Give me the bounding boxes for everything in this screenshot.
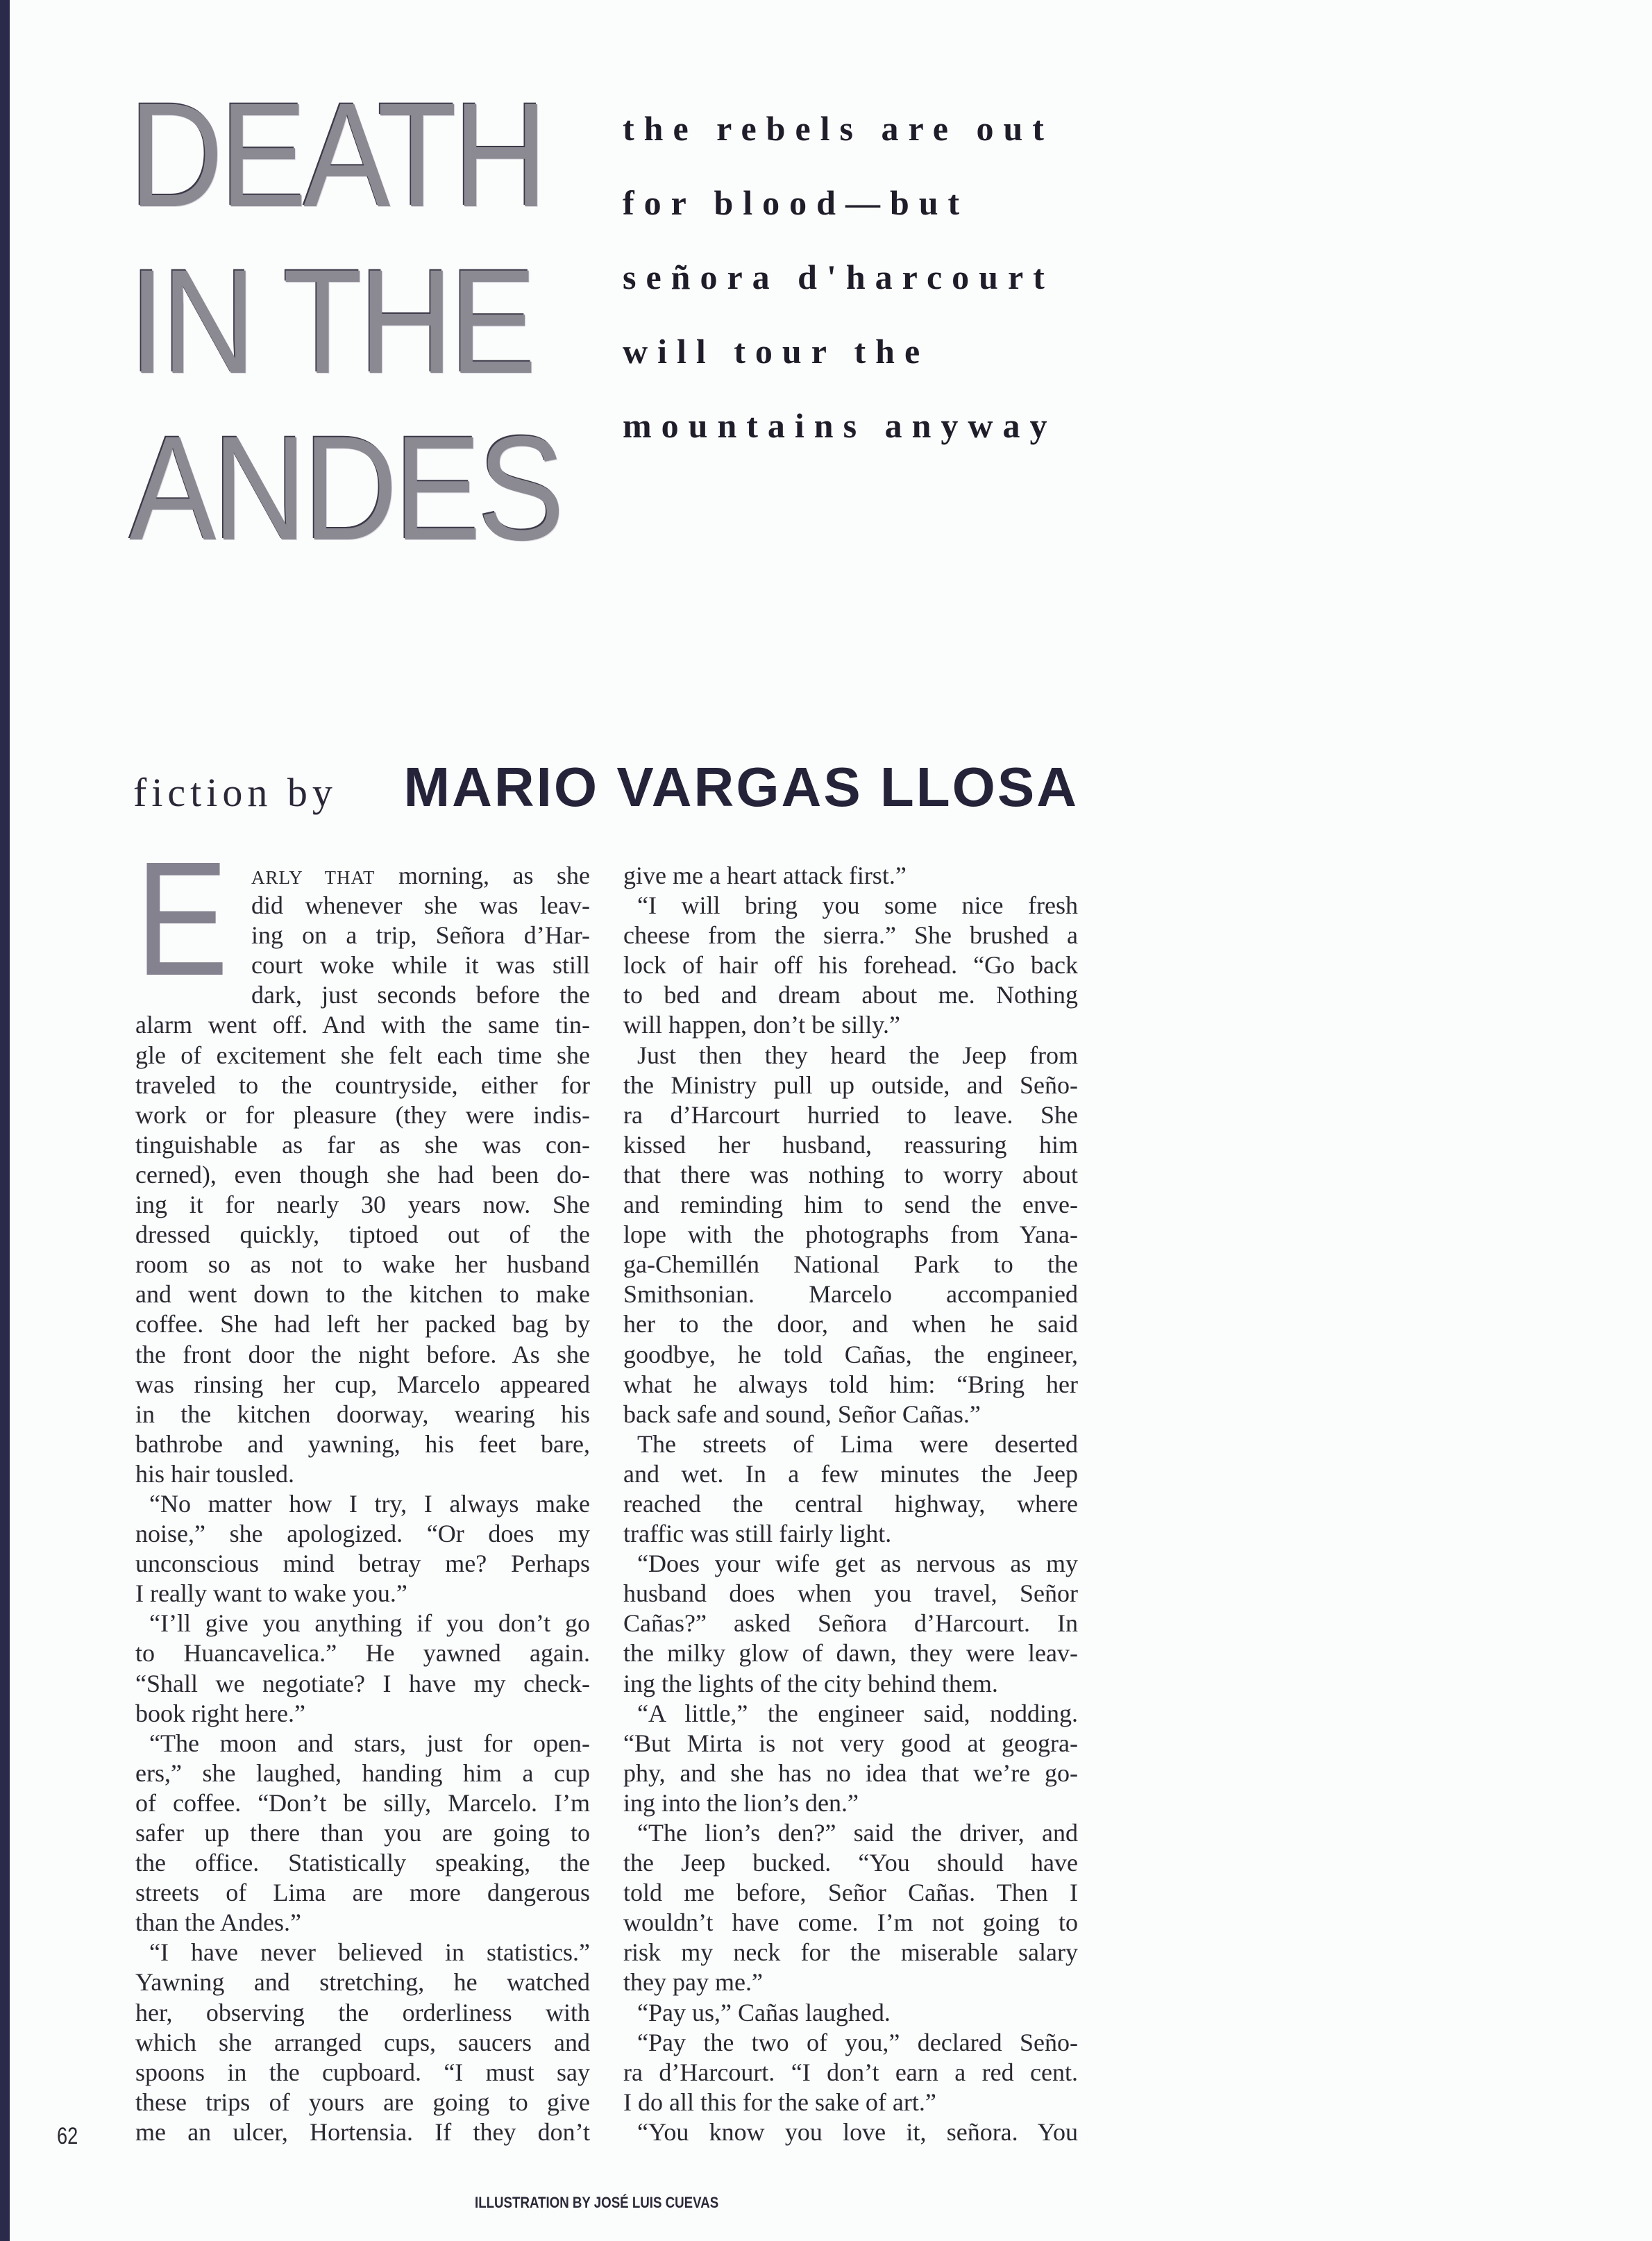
text-line: to Huancavelica.” He yawned again. — [135, 1639, 590, 1668]
text-line: his hair tousled. — [135, 1459, 294, 1488]
text-line: Cañas?” asked Señora d’Harcourt. In — [623, 1609, 1078, 1638]
text-line: that there was nothing to worry about — [623, 1160, 1078, 1189]
deck-line: señora d'harcourt — [623, 258, 1054, 296]
text-line: traffic was still fairly light. — [623, 1520, 892, 1548]
page-number: 62 — [57, 2123, 78, 2149]
text-line: reached the central highway, where — [623, 1489, 1078, 1518]
deck-line: mountains anyway — [623, 406, 1057, 445]
text-line: they pay me.” — [623, 1968, 763, 1997]
text-line: court woke while it was still — [251, 951, 590, 980]
text-line — [251, 861, 590, 891]
text-line: I do all this for the sake of art.” — [623, 2088, 936, 2116]
text-line: the office. Statistically speaking, the — [135, 1849, 590, 1877]
page-edge — [0, 0, 10, 2241]
text-line: did whenever she was leav- — [251, 891, 590, 920]
text-line: ra d’Harcourt. “I don’t earn a red cent. — [623, 2058, 1078, 2086]
text-line: me an ulcer, Hortensia. If they don’t — [135, 2117, 590, 2146]
text-line: which she arranged cups, saucers and — [135, 2028, 590, 2056]
text-line: The streets of Lima were deserted — [637, 1429, 1078, 1458]
text-line: “I will bring you some nice fresh — [637, 891, 1078, 920]
text-line: phy, and she has no idea that we’re go- — [623, 1759, 1078, 1787]
text-line: risk my neck for the miserable salary — [623, 1938, 1078, 1967]
text-line: work or for pleasure (they were indis- — [135, 1100, 590, 1129]
deck-line: for blood—but — [623, 183, 970, 222]
text-line: the Jeep bucked. “You should have — [623, 1849, 1078, 1877]
drop-cap: E — [135, 828, 229, 1009]
text-line: lope with the photographs from Yana- — [623, 1220, 1078, 1249]
text-line: of coffee. “Don’t be silly, Marcelo. I’m — [135, 1788, 590, 1817]
text-line: spoons in the cupboard. “I must say — [135, 2058, 590, 2086]
text-line: goodbye, he told Cañas, the engineer, — [623, 1340, 1078, 1368]
text-line: “Does your wife get as nervous as my — [637, 1550, 1078, 1578]
byline-prefix: fiction by — [133, 770, 337, 815]
text-line: ing it for nearly 30 years now. She — [135, 1191, 590, 1219]
illustration-credit: ILLUSTRATION BY JOSÉ LUIS CUEVAS — [475, 2194, 719, 2211]
text-line: “No matter how I try, I always make — [149, 1489, 590, 1518]
text-line: unconscious mind betray me? Perhaps — [135, 1550, 590, 1578]
right-column — [623, 861, 1078, 2147]
text-line: ing on a trip, Señora d’Har- — [251, 921, 590, 950]
text-line: her, observing the orderliness with — [135, 1998, 590, 2026]
text-line: book right here.” — [135, 1699, 305, 1727]
text-line: coffee. She had left her packed bag by — [135, 1310, 590, 1338]
left-column — [135, 861, 590, 2147]
headline-line: IN THE — [129, 239, 534, 405]
text-line: ga-Chemillén National Park to the — [623, 1250, 1078, 1279]
text-line: tinguishable as far as she was con- — [135, 1130, 590, 1159]
text-line: Just then they heard the Jeep from — [637, 1041, 1078, 1069]
small-caps-lead: ARLY THAT — [251, 867, 376, 888]
text-line: room so as not to wake her husband — [135, 1250, 590, 1279]
text-line: “The lion’s den?” said the driver, and — [637, 1819, 1078, 1847]
text-line: her to the door, and when he said — [623, 1310, 1078, 1338]
text-line: in the kitchen doorway, wearing his — [135, 1400, 590, 1428]
text-line: husband does when you travel, Señor — [623, 1579, 1078, 1608]
text-line: back safe and sound, Señor Cañas.” — [623, 1400, 981, 1428]
text-line: and wet. In a few minutes the Jeep — [623, 1459, 1078, 1488]
text-line: what he always told him: “Bring her — [623, 1370, 1078, 1398]
text-line: kissed her husband, reassuring him — [623, 1130, 1078, 1159]
author-name: MARIO VARGAS LLOSA — [403, 756, 1079, 818]
text-line-rest: morning, as she — [398, 862, 591, 889]
text-line: told me before, Señor Cañas. Then I — [623, 1879, 1078, 1907]
text-line: cheese from the sierra.” She brushed a — [623, 921, 1078, 950]
text-line: the Ministry pull up outside, and Seño- — [623, 1071, 1078, 1099]
text-line: safer up there than you are going to — [135, 1819, 590, 1847]
text-line: ing the lights of the city behind them. — [623, 1669, 998, 1697]
text-line: “Pay us,” Cañas laughed. — [637, 1998, 891, 2026]
deck-line: will tour the — [623, 332, 930, 371]
text-line: “I’ll give you anything if you don’t go — [149, 1609, 590, 1638]
text-line: and reminding him to send the enve- — [623, 1191, 1078, 1219]
text-line: will happen, don’t be silly.” — [623, 1011, 900, 1039]
text-line: ers,” she laughed, handing him a cup — [135, 1759, 590, 1787]
headline-line: DEATH — [129, 72, 544, 238]
text-line: than the Andes.” — [135, 1908, 301, 1937]
text-line: “Pay the two of you,” declared Seño- — [637, 2028, 1078, 2056]
byline — [133, 755, 1079, 825]
text-line: streets of Lima are more dangerous — [135, 1879, 590, 1907]
text-line: Yawning and stretching, he watched — [135, 1968, 590, 1997]
text-line: the milky glow of dawn, they were leav- — [623, 1639, 1078, 1668]
text-line: Smithsonian. Marcelo accompanied — [623, 1280, 1078, 1309]
text-line: I really want to wake you.” — [135, 1579, 407, 1608]
text-line: alarm went off. And with the same tin- — [135, 1011, 590, 1039]
text-line: cerned), even though she had been do- — [135, 1160, 590, 1189]
text-line: bathrobe and yawning, his feet bare, — [135, 1429, 590, 1458]
text-line: “I have never believed in statistics.” — [149, 1938, 590, 1967]
headline — [129, 72, 615, 572]
text-line: gle of excitement she felt each time she — [135, 1041, 590, 1069]
text-line: these trips of yours are going to give — [135, 2088, 590, 2116]
text-line: “A little,” the engineer said, nodding. — [637, 1699, 1078, 1727]
text-line: wouldn’t have come. I’m not going to — [623, 1908, 1078, 1937]
text-line: lock of hair off his forehead. “Go back — [623, 951, 1078, 980]
text-line: to bed and dream about me. Nothing — [623, 981, 1078, 1009]
text-line: dark, just seconds before the — [251, 981, 590, 1009]
text-line: ra d’Harcourt hurried to leave. She — [623, 1100, 1078, 1129]
text-line: the front door the night before. As she — [135, 1340, 590, 1368]
text-line: “You know you love it, señora. You — [637, 2117, 1078, 2146]
text-line: traveled to the countryside, either for — [135, 1071, 590, 1099]
text-line: “The moon and stars, just for open- — [149, 1729, 590, 1757]
deck — [623, 92, 1057, 463]
text-line: and went down to the kitchen to make — [135, 1280, 590, 1309]
text-line: “But Mirta is not very good at geogra- — [623, 1729, 1078, 1757]
text-line: ing into the lion’s den.” — [623, 1788, 859, 1817]
text-line: was rinsing her cup, Marcelo appeared — [135, 1370, 590, 1398]
text-line: dressed quickly, tiptoed out of the — [135, 1220, 590, 1249]
text-line: noise,” she apologized. “Or does my — [135, 1520, 590, 1548]
text-line: “Shall we negotiate? I have my check- — [135, 1669, 590, 1697]
headline-line: ANDES — [129, 405, 562, 571]
text-line: give me a heart attack first.” — [623, 862, 907, 889]
deck-line: the rebels are out — [623, 109, 1054, 148]
